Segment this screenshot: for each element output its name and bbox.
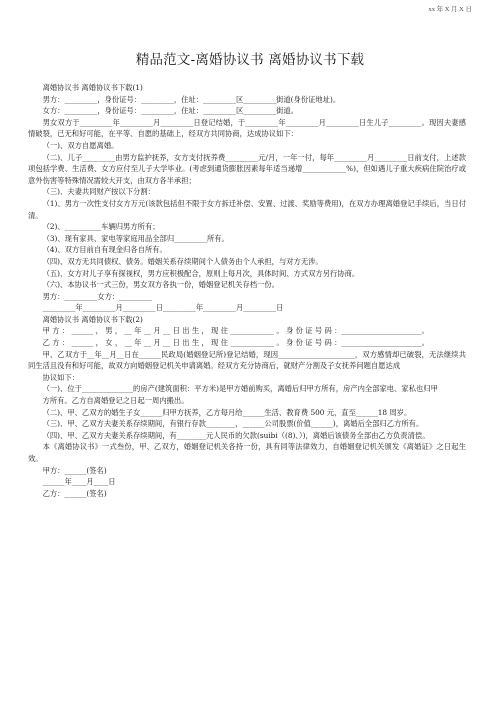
- paragraph: ______年____月____日: [42, 477, 116, 487]
- paragraph: （四)、双方无共同债权、债务。婚姻关系存续期间个人债务由个人承担，与对方无涉。: [42, 256, 323, 266]
- paragraph: （四)、甲、乙双方夫妻关系存续期间，有________元人民币的欠款(suibi（(8)、）)，离婚后该债务全部由乙方负责清偿。: [42, 430, 430, 440]
- paragraph: 乙 方 ： ______ ， 女 ， __ 年 __ 月 __ 日 出 生 ， 现 住 ____________ 。 身 份 证 号 码 ：______________________。: [42, 338, 429, 348]
- paragraph: 男方：_________女方：_________: [42, 291, 153, 301]
- paragraph: （五)、女方对儿子享有探视权，男方应积极配合，原则上每月次，具体时间、方式双方另行协商。: [42, 268, 360, 278]
- paragraph: 离婚协议书 离婚协议书下载(2): [42, 314, 143, 324]
- paragraph: 男女双方于_________年_________月_________日登记结婚，于_________年_________月_________日生儿子_________。现因夫妻感情破裂，已无和好可能，在平等、自愿的基础上，经双方共同协商，达成协议如下：: [28, 117, 466, 139]
- document-body: [28, 82, 466, 499]
- paragraph: （2)、__________车辆归男方所有；: [42, 222, 160, 232]
- paragraph: 本《离婚协议书》一式叁份，甲、乙双方，婚姻登记机关各持一份，具有同等法律效力，自婚姻登记机关颁发《离婚证》之日起生效。: [28, 442, 466, 463]
- paragraph: 甲 方 ： ______ ， 男 ， __ 年 __ 月 __ 日 出 生 ， 现 住 ____________ 。 身 份 证 号 码 ：______________________。: [42, 326, 429, 336]
- paragraph: （三)、甲、乙双方夫妻关系存续期间，有银行存款________，______公司股票(价值______)，离婚后全部归乙方所有。: [42, 419, 424, 429]
- paragraph: （一)、位于______________的房产(建筑面积：平方米)是甲方婚前购买，离婚后归甲方所有，房产内全部家电、家私也归甲: [42, 384, 438, 394]
- paragraph: （4)、双方目前自有现金归各自所有。: [42, 245, 167, 255]
- paragraph: （1)、男方一次性支付女方万元(该款包括但不限于女方拆迁补偿、安置、过渡、奖励等费用)，在双方办理离婚登记手续后，当日付清。: [28, 198, 466, 220]
- paragraph: 乙方：______(签名): [42, 488, 107, 498]
- paragraph: （六)、本协议书一式三份，男女双方各执一份，婚姻登记机关存档一份。: [42, 280, 279, 290]
- paragraph: （二)、儿子_________由男方监护抚养，女方支付抚养费_________元/月，一年一付，每年_________月_________日前支付，上述款项包括学费、生活费、女方应付至儿子大学毕业。(考虑到通货膨胀因素每年适当递增____________%)，但如遇儿子重大疾病住院治疗或意外伤害等特殊情况需较大开支，由双方各半承担；: [28, 152, 466, 185]
- paragraph: （3)、现有家具、家电等家庭用品全部归_________所有。: [42, 233, 229, 243]
- header-date: xx 年 X 月 X 日: [428, 6, 472, 13]
- paragraph: 男方：_________，身份证号：_________，住址：_________区_________街道(身份证地址)。: [42, 94, 341, 104]
- paragraph: 甲方：______(签名): [42, 465, 107, 475]
- paragraph: （一)、双方自愿离婚。: [42, 140, 119, 150]
- paragraph: 离婚协议书 离婚协议书下载(1): [42, 83, 143, 92]
- paragraph: 方所有。乙方自离婚登记之日起一周内搬出。: [42, 396, 189, 406]
- paragraph: （三)、夫妻共同财产按以下分割：: [42, 187, 155, 197]
- page-title: 精品范文-离婚协议书 离婚协议书下载: [135, 52, 365, 68]
- paragraph: 协议如下：: [42, 372, 80, 382]
- paragraph: 女方：_________，身份证号：_________，住址：_________区_________街道。: [42, 106, 298, 116]
- paragraph: _________年_________月_________日_________年_________月_________日: [42, 303, 284, 313]
- paragraph: （二)、甲、乙双方的婚生子女______归甲方抚养，乙方每月给______生活、教育费 500 元，直至______18 周岁。: [42, 407, 412, 417]
- paragraph: 甲、乙双方于__年__月__日在______民政局(婚姻登记所)登记结婚，现因_____________________，双方感情却已破裂，无法继续共同生活且没有和好可能，故双方向婚姻登记机关申请离婚。经双方充分协商后，就财产分割及子女抚养问题自愿达成: [28, 349, 466, 371]
